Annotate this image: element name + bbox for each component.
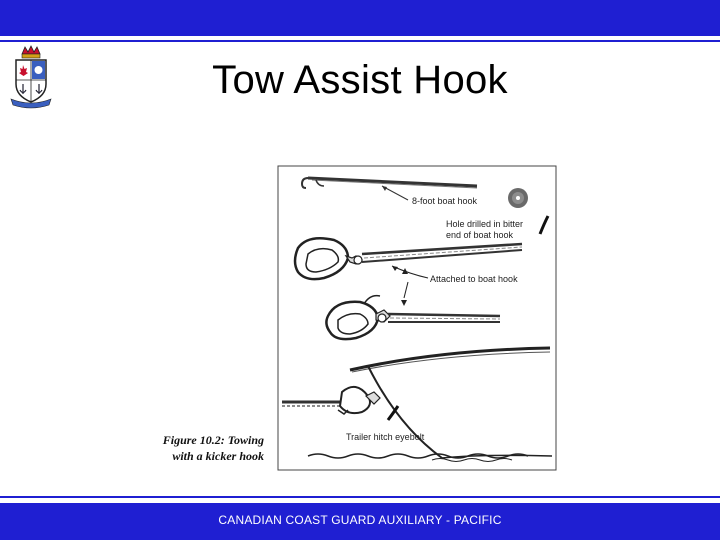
label-attached: Attached to boat hook xyxy=(430,274,518,284)
footer-organization-text: CANADIAN COAST GUARD AUXILIARY - PACIFIC xyxy=(218,513,502,527)
caption-line1: Figure 10.2: Towing xyxy=(162,433,264,447)
label-boat-hook: 8-foot boat hook xyxy=(412,196,478,206)
caption-line2: with a kicker hook xyxy=(172,449,264,463)
towing-hook-illustration xyxy=(132,164,560,474)
label-hole-line2: end of boat hook xyxy=(446,230,514,240)
top-banner xyxy=(0,0,720,36)
bottom-divider xyxy=(0,496,720,498)
figure-caption xyxy=(138,432,264,464)
top-divider xyxy=(0,40,720,42)
slide-title: Tow Assist Hook xyxy=(212,58,508,102)
hook-end-disk-icon xyxy=(508,188,528,208)
label-trailer: Trailer hitch eyebolt xyxy=(346,432,425,442)
label-hole-line1: Hole drilled in bitter xyxy=(446,219,524,229)
